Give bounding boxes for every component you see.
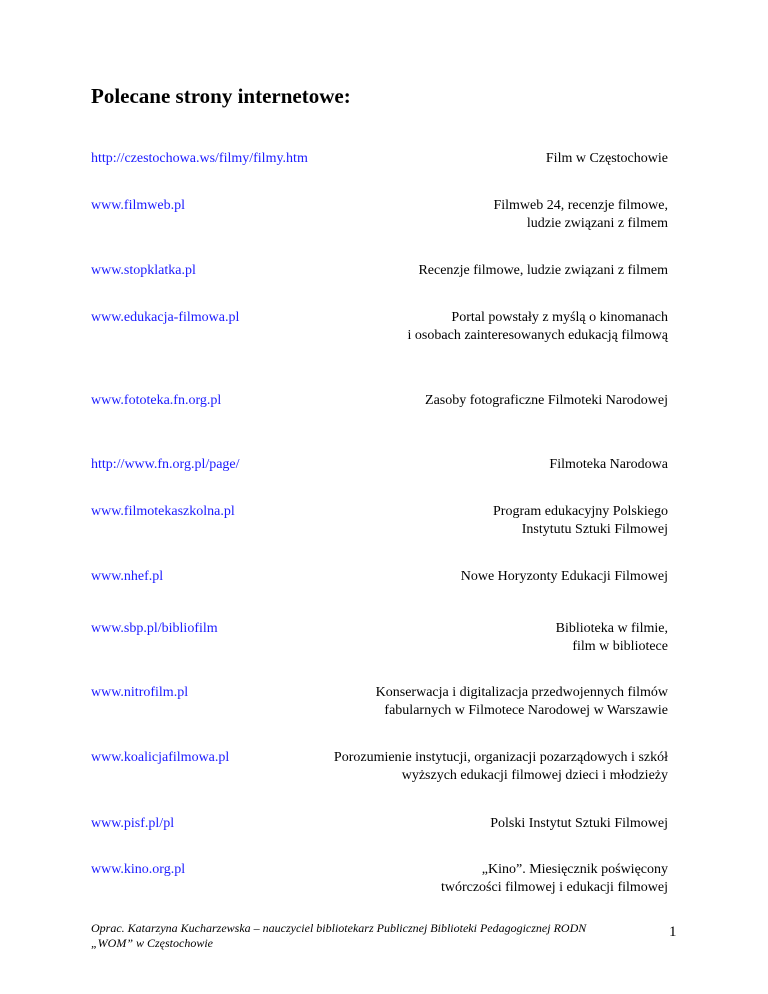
page-number: 1 xyxy=(669,924,677,940)
link-koalicjafilmowa[interactable]: www.koalicjafilmowa.pl xyxy=(91,750,230,765)
link-description: Zasoby fotograficzne Filmoteki Narodowej xyxy=(425,393,668,408)
link-fn-org[interactable]: http://www.fn.org.pl/page/ xyxy=(91,457,240,472)
page-title: Polecane strony internetowe: xyxy=(91,84,351,108)
link-description: Film w Częstochowie xyxy=(545,151,668,166)
link-fototeka[interactable]: www.fototeka.fn.org.pl xyxy=(91,393,222,408)
link-description: Portal powstały z myślą o kinomanach i osobach zainteresowanych edukacją filmową xyxy=(407,310,668,343)
link-pisf[interactable]: www.pisf.pl/pl xyxy=(91,816,175,831)
link-bibliofilm[interactable]: www.sbp.pl/bibliofilm xyxy=(91,621,218,636)
link-edukacja-filmowa[interactable]: www.edukacja-filmowa.pl xyxy=(91,310,240,325)
link-stopklatka[interactable]: www.stopklatka.pl xyxy=(91,263,196,278)
link-description: Porozumienie instytucji, organizacji pozarządowych i szkół wyższych edukacji filmowej dzieci i młodzieży xyxy=(333,750,668,783)
link-nhef[interactable]: www.nhef.pl xyxy=(91,569,164,584)
link-description: Konserwacja i digitalizacja przedwojennych filmów fabularnych w Filmotece Narodowej w Warszawie xyxy=(375,685,668,718)
page-footer: Oprac. Katarzyna Kucharzewska – nauczyciel bibliotekarz Publicznej Biblioteki Pedagogicznej RODN „WOM” w Częstochowie xyxy=(91,921,587,950)
link-description: Filmoteka Narodowa xyxy=(549,457,668,472)
link-description: Polski Instytut Sztuki Filmowej xyxy=(490,816,668,831)
link-description: Nowe Horyzonty Edukacji Filmowej xyxy=(460,569,668,584)
link-kino[interactable]: www.kino.org.pl xyxy=(91,862,186,877)
link-czestochowa-filmy[interactable]: http://czestochowa.ws/filmy/filmy.htm xyxy=(91,151,308,166)
link-description: Recenzje filmowe, ludzie związani z filmem xyxy=(418,263,668,278)
link-nitrofilm[interactable]: www.nitrofilm.pl xyxy=(91,685,189,700)
link-description: Program edukacyjny Polskiego Instytutu Sztuki Filmowej xyxy=(493,504,668,537)
link-filmotekaszkolna[interactable]: www.filmotekaszkolna.pl xyxy=(91,504,235,519)
link-description: Biblioteka w filmie, film w bibliotece xyxy=(555,621,668,654)
link-description: Filmweb 24, recenzje filmowe, ludzie związani z filmem xyxy=(493,198,668,231)
link-description: „Kino”. Miesięcznik poświęcony twórczości filmowej i edukacji filmowej xyxy=(440,862,668,895)
link-filmweb[interactable]: www.filmweb.pl xyxy=(91,198,185,213)
